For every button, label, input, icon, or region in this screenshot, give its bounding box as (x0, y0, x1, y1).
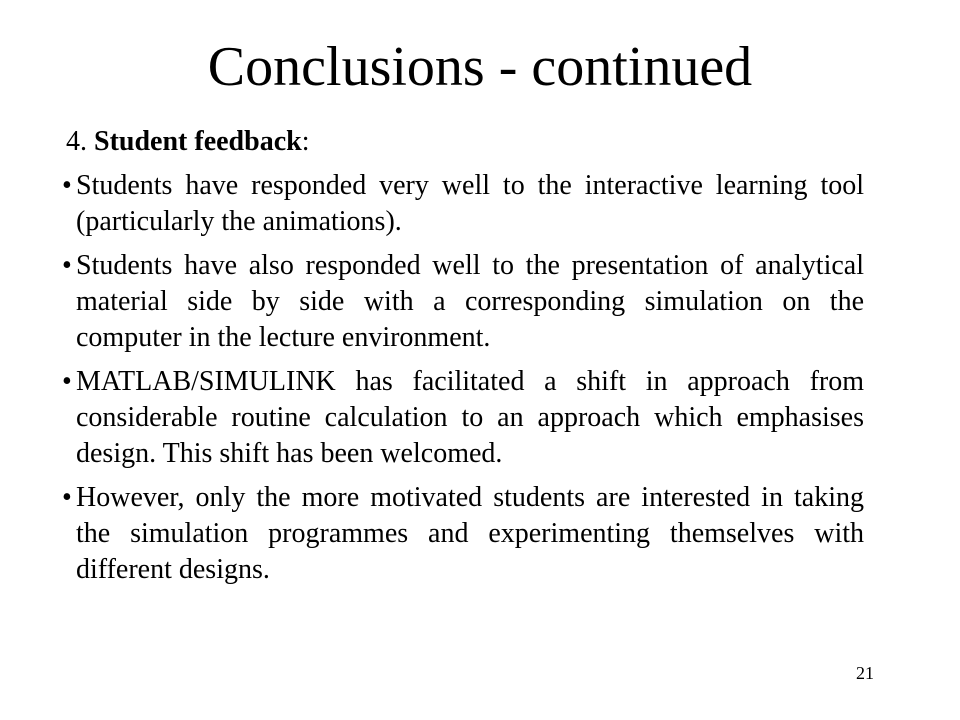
section-suffix: : (301, 126, 310, 157)
bullet-text: Students have also responded well to the presentation of analytical material side by side with a corresponding simulation on the computer in the lecture environment. (76, 250, 864, 353)
bullet-icon: • (62, 482, 72, 513)
bullet-item (62, 168, 864, 240)
section-heading (66, 124, 864, 160)
slide-title: Conclusions - continued (207, 36, 753, 98)
bullet-item (62, 364, 864, 472)
bullet-icon: • (62, 170, 72, 201)
bullet-text: MATLAB/SIMULINK has facilitated a shift in approach from considerable routine calculation to an approach which emphasises design. This shift has been welcomed. (76, 366, 864, 469)
section-number: 4. (66, 126, 87, 157)
section-label: Student feedback (94, 126, 302, 157)
slide-body (62, 124, 864, 596)
slide-number: 21 (856, 663, 874, 683)
bullet-item (62, 248, 864, 356)
bullet-list (62, 168, 864, 588)
bullet-item (62, 480, 864, 588)
bullet-icon: • (62, 250, 72, 281)
bullet-text: Students have responded very well to the interactive learning tool (particularly the animations). (76, 170, 864, 237)
bullet-text: However, only the more motivated students are interested in taking the simulation programmes and experimenting themselves with different designs. (76, 482, 864, 585)
bullet-icon: • (62, 366, 72, 397)
